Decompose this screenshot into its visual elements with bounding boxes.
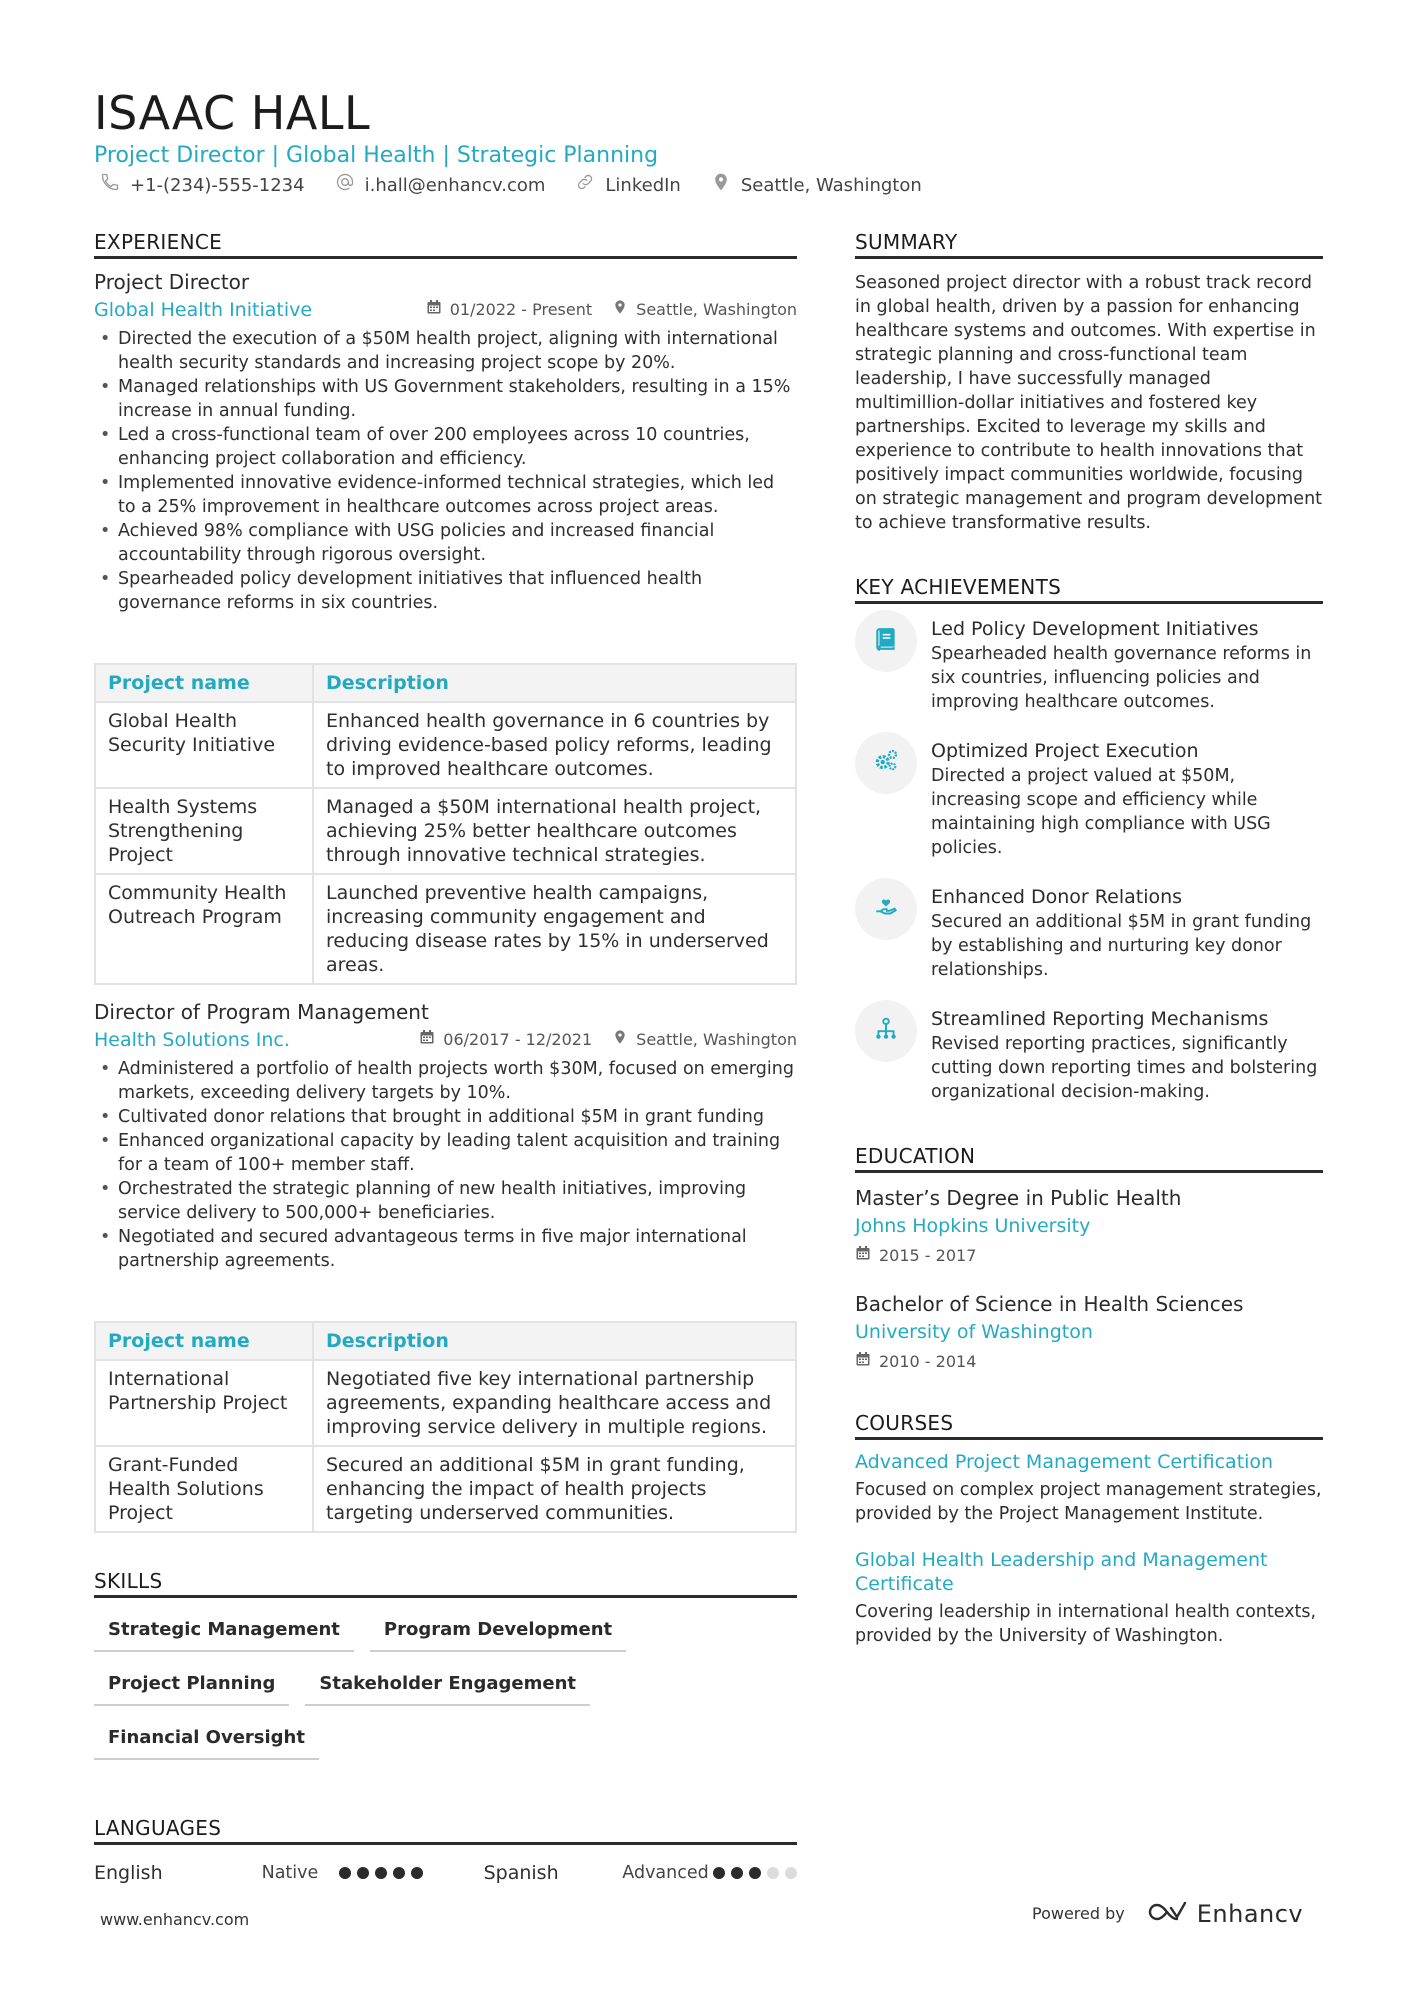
rating-dot	[357, 1867, 369, 1879]
job-meta	[94, 1027, 797, 1053]
table-cell: Secured an additional $5M in grant funding, enhancing the impact of health projects targeting underserved communities.	[313, 1446, 796, 1532]
location-pin-icon	[612, 1027, 628, 1053]
achievements-section-title: KEY ACHIEVEMENTS	[855, 575, 1323, 604]
education-degree: Master’s Degree in Public Health	[855, 1186, 1182, 1210]
left-column	[94, 230, 797, 1885]
skill-tag: Financial Oversight	[94, 1722, 319, 1760]
footer-branding	[1032, 1900, 1303, 1928]
achievement-desc: Spearheaded health governance reforms in six countries, influencing policies and improving healthcare outcomes.	[931, 644, 1312, 712]
course-desc: Focused on complex project management strategies, provided by the Project Management Institute.	[855, 1480, 1322, 1524]
at-icon	[335, 172, 355, 199]
contact-phone	[100, 172, 305, 199]
skill-tag: Strategic Management	[94, 1614, 354, 1652]
list-item: • Enhanced organizational capacity by leading talent acquisition and training for a team of 100+ member staff.	[94, 1129, 797, 1177]
calendar-icon	[419, 1027, 435, 1053]
job-dates: 01/2022 - Present	[449, 300, 593, 319]
education-school: University of Washington	[855, 1321, 1093, 1343]
table-header: Project name	[95, 664, 313, 702]
table-cell: Enhanced health governance in 6 countries by driving evidence-based policy reforms, leading to improved healthcare outcomes.	[313, 702, 796, 788]
table-cell: International Partnership Project	[95, 1360, 313, 1446]
education-dates: 2015 - 2017	[879, 1246, 977, 1265]
course-item	[855, 1548, 1323, 1648]
right-column	[855, 230, 1323, 1648]
table-cell: Global Health Security Initiative	[95, 702, 313, 788]
enhancv-logo-icon	[1147, 1900, 1191, 1928]
rating-dot	[339, 1867, 351, 1879]
table-header: Project name	[95, 1322, 313, 1360]
education-item	[855, 1291, 1323, 1375]
job-bullets	[94, 1057, 797, 1273]
skill-tag: Project Planning	[94, 1668, 289, 1706]
achievement-title: Enhanced Donor Relations	[931, 886, 1183, 908]
rating-dot	[393, 1867, 405, 1879]
table-header-row	[95, 664, 796, 702]
course-title: Global Health Leadership and Management Certificate	[855, 1549, 1268, 1595]
achievement-title: Streamlined Reporting Mechanisms	[931, 1008, 1269, 1030]
list-item: • Directed the execution of a $50M health project, aligning with international health security standards and increasing project scope by 20%.	[94, 327, 797, 375]
job-meta	[94, 297, 797, 323]
rating-dot	[713, 1867, 725, 1879]
network-icon	[873, 1016, 899, 1046]
list-item: • Implemented innovative evidence-informed technical strategies, which led to a 25% improvement in healthcare outcomes across project areas.	[94, 471, 797, 519]
table-cell: Launched preventive health campaigns, increasing community engagement and reducing disease rates by 15% in underserved areas.	[313, 874, 796, 984]
job-entry	[94, 269, 797, 985]
skills-list	[94, 1614, 797, 1760]
skill-tag: Program Development	[370, 1614, 626, 1652]
achievement-title: Optimized Project Execution	[931, 740, 1199, 762]
phone-icon	[100, 172, 120, 199]
courses-section-title: COURSES	[855, 1411, 1323, 1440]
table-row	[95, 874, 796, 984]
job-bullets	[94, 327, 797, 615]
summary-text: Seasoned project director with a robust track record in global health, driven by a passion for enhancing healthcare systems and outcomes. With expertise in strategic planning and cross-functional team leadership, I have successfully managed multimillion-dollar initiatives and fostered key partnerships. Excited to leverage my skills and experience to contribute to health innovations that positively impact communities worldwide, focusing on strategic management and program development to achieve transformative results.	[855, 273, 1323, 533]
languages-section-title: LANGUAGES	[94, 1816, 797, 1845]
rating-dot	[375, 1867, 387, 1879]
list-item: • Cultivated donor relations that brought in additional $5M in grant funding	[94, 1105, 797, 1129]
job-entry	[94, 999, 797, 1533]
table-row	[95, 1446, 796, 1532]
achievement-title: Led Policy Development Initiatives	[931, 618, 1259, 640]
calendar-icon	[855, 1243, 871, 1269]
contact-location	[711, 172, 922, 199]
list-item: • Led a cross-functional team of over 200 employees across 10 countries, enhancing project collaboration and efficiency.	[94, 423, 797, 471]
education-school: Johns Hopkins University	[855, 1215, 1091, 1237]
job-company: Health Solutions Inc.	[94, 1029, 290, 1051]
achievement-item	[855, 738, 1323, 860]
contact-email[interactable]	[335, 172, 546, 199]
language-level: Advanced	[622, 1863, 709, 1883]
linkedin-text: LinkedIn	[605, 174, 681, 196]
table-row	[95, 788, 796, 874]
list-item: • Negotiated and secured advantageous terms in five major international partnership agreements.	[94, 1225, 797, 1273]
skill-tag: Stakeholder Engagement	[305, 1668, 590, 1706]
rating-dot	[767, 1867, 779, 1879]
table-header-row	[95, 1322, 796, 1360]
achievement-desc: Directed a project valued at $50M, increasing scope and efficiency while maintaining high compliance with USG policies.	[931, 766, 1271, 858]
table-row	[95, 1360, 796, 1446]
course-desc: Covering leadership in international health contexts, provided by the University of Washington.	[855, 1602, 1317, 1646]
footer-website[interactable]: www.enhancv.com	[100, 1910, 250, 1929]
book-icon	[873, 626, 899, 656]
language-level: Native	[261, 1863, 319, 1883]
brand-name: Enhancv	[1196, 1900, 1304, 1928]
powered-by-label: Powered by	[1032, 1904, 1125, 1923]
education-item	[855, 1185, 1323, 1269]
education-section-title: EDUCATION	[855, 1144, 1323, 1173]
education-dates: 2010 - 2014	[879, 1352, 977, 1371]
rating-dot	[749, 1867, 761, 1879]
rating-dot	[785, 1867, 797, 1879]
table-cell: Negotiated five key international partnership agreements, expanding healthcare access and improving service delivery in multiple regions.	[313, 1360, 796, 1446]
achievement-item	[855, 1006, 1323, 1104]
table-row	[95, 702, 796, 788]
gears-icon	[873, 748, 899, 778]
phone-text: +1-(234)-555-1234	[130, 174, 305, 196]
languages-list	[94, 1861, 797, 1885]
job-location: Seattle, Washington	[636, 300, 797, 319]
job-company: Global Health Initiative	[94, 299, 313, 321]
candidate-headline: Project Director | Global Health | Strategic Planning	[94, 143, 659, 168]
education-degree: Bachelor of Science in Health Sciences	[855, 1292, 1244, 1316]
list-item: • Achieved 98% compliance with USG policies and increased financial accountability through rigorous oversight.	[94, 519, 797, 567]
language-rating	[339, 1867, 483, 1879]
achievement-item	[855, 616, 1323, 714]
achievement-item	[855, 884, 1323, 982]
candidate-name: ISAAC HALL	[94, 86, 371, 140]
job-role: Director of Program Management	[94, 1000, 429, 1024]
calendar-icon	[855, 1349, 871, 1375]
rating-dot	[411, 1867, 423, 1879]
list-item: • Administered a portfolio of health projects worth $30M, focused on emerging markets, exceeding delivery targets by 10%.	[94, 1057, 797, 1105]
list-item: • Spearheaded policy development initiatives that influenced health governance reforms in six countries.	[94, 567, 797, 615]
skills-section-title: SKILLS	[94, 1569, 797, 1598]
project-table	[94, 663, 797, 985]
location-pin-icon	[711, 172, 731, 199]
table-cell: Health Systems Strengthening Project	[95, 788, 313, 874]
project-table	[94, 1321, 797, 1533]
language-name: English	[94, 1862, 163, 1884]
location-text: Seattle, Washington	[740, 174, 922, 196]
job-role: Project Director	[94, 270, 250, 294]
language-name: Spanish	[483, 1862, 559, 1884]
rating-dot	[731, 1867, 743, 1879]
contact-linkedin[interactable]	[575, 172, 680, 199]
job-dates: 06/2017 - 12/2021	[443, 1030, 593, 1049]
email-text: i.hall@enhancv.com	[364, 174, 546, 196]
course-item	[855, 1450, 1323, 1526]
course-title: Advanced Project Management Certification	[855, 1451, 1274, 1473]
table-header: Description	[313, 664, 796, 702]
calendar-icon	[426, 297, 442, 323]
table-cell: Grant-Funded Health Solutions Project	[95, 1446, 313, 1532]
experience-section-title: EXPERIENCE	[94, 230, 797, 259]
list-item: • Managed relationships with US Government stakeholders, resulting in a 15% increase in annual funding.	[94, 375, 797, 423]
location-pin-icon	[612, 297, 628, 323]
job-location: Seattle, Washington	[636, 1030, 797, 1049]
table-cell: Managed a $50M international health project, achieving 25% better healthcare outcomes through innovative technical strategies.	[313, 788, 796, 874]
language-rating	[713, 1867, 797, 1879]
contact-bar	[100, 172, 922, 199]
link-icon	[575, 172, 595, 199]
list-item: • Orchestrated the strategic planning of new health initiatives, improving service delivery to 500,000+ beneficiaries.	[94, 1177, 797, 1225]
summary-section-title: SUMMARY	[855, 230, 1323, 259]
hand-heart-icon	[873, 894, 899, 924]
achievement-desc: Secured an additional $5M in grant funding by establishing and nurturing key donor relationships.	[931, 912, 1312, 980]
table-header: Description	[313, 1322, 796, 1360]
table-cell: Community Health Outreach Program	[95, 874, 313, 984]
achievement-desc: Revised reporting practices, significantly cutting down reporting times and bolstering organizational decision-making.	[931, 1034, 1318, 1102]
